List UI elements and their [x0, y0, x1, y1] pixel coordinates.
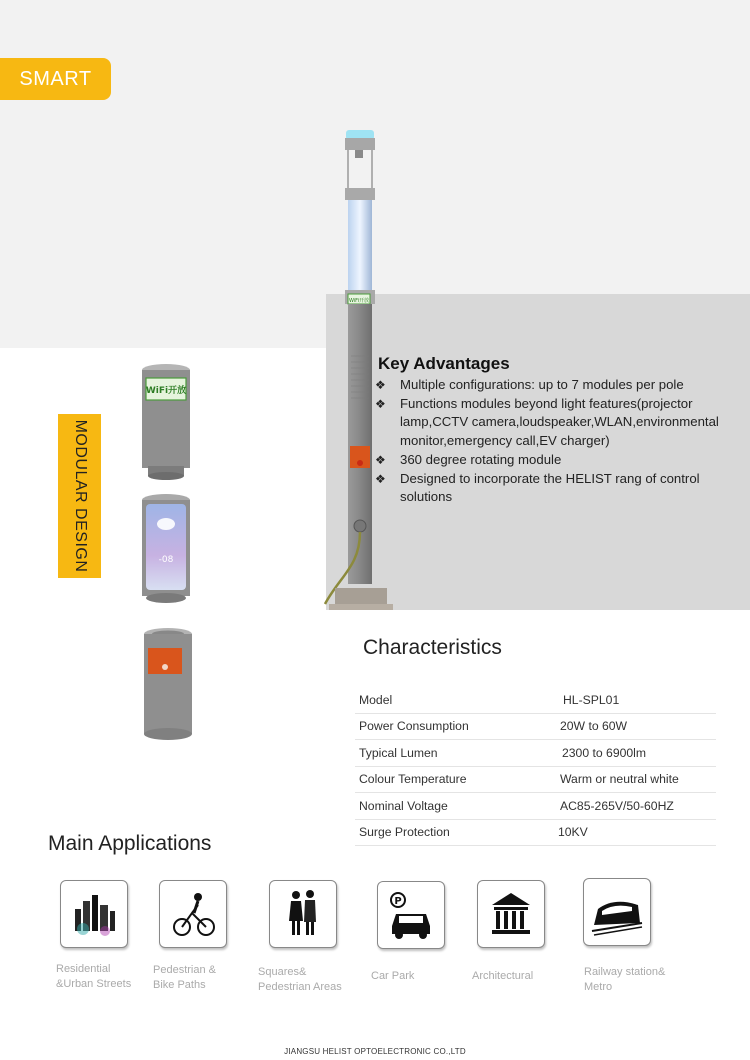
classical-building-icon	[477, 880, 545, 948]
advantage-item: ❖ Multiple configurations: up to 7 modules per pole	[378, 376, 728, 395]
app-label-squares: Squares& Pedestrian Areas	[258, 966, 342, 993]
app-label-architectural: Architectural	[472, 970, 534, 982]
key-advantages-title: Key Advantages	[378, 354, 510, 373]
table-row	[355, 793, 716, 820]
spec-value: 10KV	[558, 825, 588, 840]
app-label-car-park: Car Park	[371, 970, 415, 982]
spec-value: 20W to 60W	[560, 719, 628, 734]
spec-key: Nominal Voltage	[359, 798, 448, 813]
app-label-pedestrian-bike: Pedestrian & Bike Paths	[153, 964, 216, 991]
app-label-railway: Railway station& Metro	[584, 966, 666, 993]
key-advantages	[375, 354, 728, 507]
spec-key: Model	[359, 692, 393, 707]
spec-key: Colour Temperature	[359, 772, 467, 787]
spec-key: Typical Lumen	[359, 745, 438, 760]
spec-value: Warm or neutral white	[560, 772, 679, 787]
table-row	[355, 740, 716, 767]
bullet-icon: ❖	[375, 378, 386, 392]
advantage-item: ❖ Functions modules beyond light features(projector lamp,CCTV camera,loudspeaker,WLAN,environmental monitor,emergency call,EV charger)	[375, 395, 719, 449]
advantage-item: ❖ 360 degree rotating module	[378, 451, 728, 470]
modular-design-label	[58, 414, 101, 578]
table-row	[355, 767, 716, 794]
spec-value: HL-SPL01	[563, 692, 620, 707]
spec-value: AC85-265V/50-60HZ	[560, 798, 674, 813]
bullet-icon: ❖	[375, 396, 386, 411]
characteristics-title: Characteristics	[363, 636, 502, 659]
modular-design-text: MODULAR DESIGN	[71, 419, 89, 573]
display-screen-module	[138, 492, 194, 608]
city-skyline-icon	[60, 880, 128, 948]
advantages-list	[375, 376, 728, 507]
spec-key: Surge Protection	[359, 825, 450, 840]
car-parking-icon	[377, 881, 445, 949]
spec-value: 2300 to 6900lm	[562, 745, 647, 760]
spec-key: Power Consumption	[359, 719, 469, 734]
svg-text:WiFi开放: WiFi开放	[348, 298, 370, 304]
app-label-residential: Residential &Urban Streets	[56, 963, 132, 990]
couple-walking-icon	[269, 880, 337, 948]
smart-badge: SMART	[0, 58, 111, 100]
bullet-train-icon	[583, 878, 651, 946]
footer-company-name: JIANGSU HELIST OPTOELECTRONIC CO.,LTD	[284, 1047, 466, 1056]
svg-text:P: P	[394, 896, 402, 907]
table-row	[355, 687, 716, 714]
table-row	[355, 820, 716, 847]
bullet-icon: ❖	[375, 452, 386, 467]
bullet-icon: ❖	[375, 471, 386, 486]
svg-text:-08: -08	[158, 555, 174, 565]
cyclist-icon	[159, 880, 227, 948]
main-applications-title: Main Applications	[48, 832, 212, 855]
svg-text:WiFi开放: WiFi开放	[145, 386, 187, 396]
table-row	[355, 714, 716, 741]
advantage-item: ❖ Designed to incorporate the HELIST rang of control solutions	[375, 470, 700, 505]
emergency-call-module	[138, 626, 198, 746]
characteristics-table	[355, 687, 716, 846]
wifi-module	[136, 362, 196, 482]
